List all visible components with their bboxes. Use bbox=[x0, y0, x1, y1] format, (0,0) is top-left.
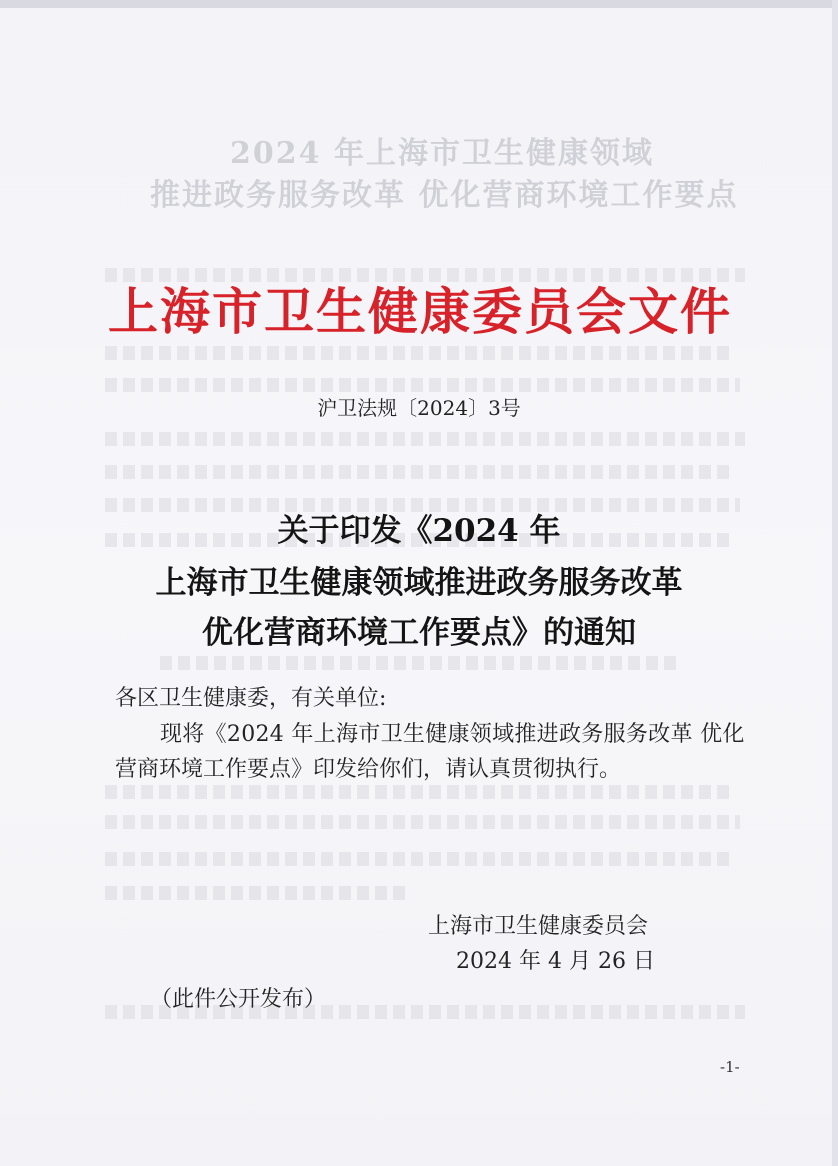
publication-note: （此件公开发布） bbox=[150, 987, 327, 1012]
bleed-through-line bbox=[105, 378, 740, 392]
bleed-through-line bbox=[105, 432, 745, 446]
body-paragraph-line-1: 现将《2024 年上海市卫生健康领域推进政务服务改革 优化 bbox=[160, 722, 745, 747]
body-paragraph-line-2: 营商环境工作要点》印发给你们，请认真贯彻执行。 bbox=[115, 757, 622, 782]
bleed-through-title-line-2: 推进政务服务改革 优化营商环境工作要点 bbox=[150, 178, 739, 213]
bleed-through-title-line-1: 2024 年上海市卫生健康领域 bbox=[230, 136, 654, 171]
bleed-through-line bbox=[160, 656, 680, 670]
notice-title-line-3: 优化营商环境工作要点》的通知 bbox=[202, 615, 636, 651]
document-number: 沪卫法规〔2024〕3号 bbox=[317, 396, 521, 420]
recipient-line: 各区卫生健康委，有关单位: bbox=[115, 686, 387, 711]
bleed-through-line bbox=[105, 465, 735, 479]
signature-organization: 上海市卫生健康委员会 bbox=[428, 914, 649, 939]
issuer-header: 上海市卫生健康委员会文件 bbox=[108, 282, 732, 341]
bleed-through-line bbox=[105, 785, 735, 799]
bleed-through-line bbox=[105, 815, 740, 829]
signature-date: 2024 年 4 月 26 日 bbox=[456, 949, 655, 974]
bleed-through-line bbox=[105, 852, 735, 866]
notice-title-line-1: 关于印发《2024 年 bbox=[277, 513, 561, 549]
page-number: -1- bbox=[720, 1058, 740, 1076]
notice-title-line-2: 上海市卫生健康领域推进政务服务改革 bbox=[155, 565, 683, 601]
bleed-through-line bbox=[105, 886, 405, 900]
bleed-through-line bbox=[105, 346, 735, 360]
